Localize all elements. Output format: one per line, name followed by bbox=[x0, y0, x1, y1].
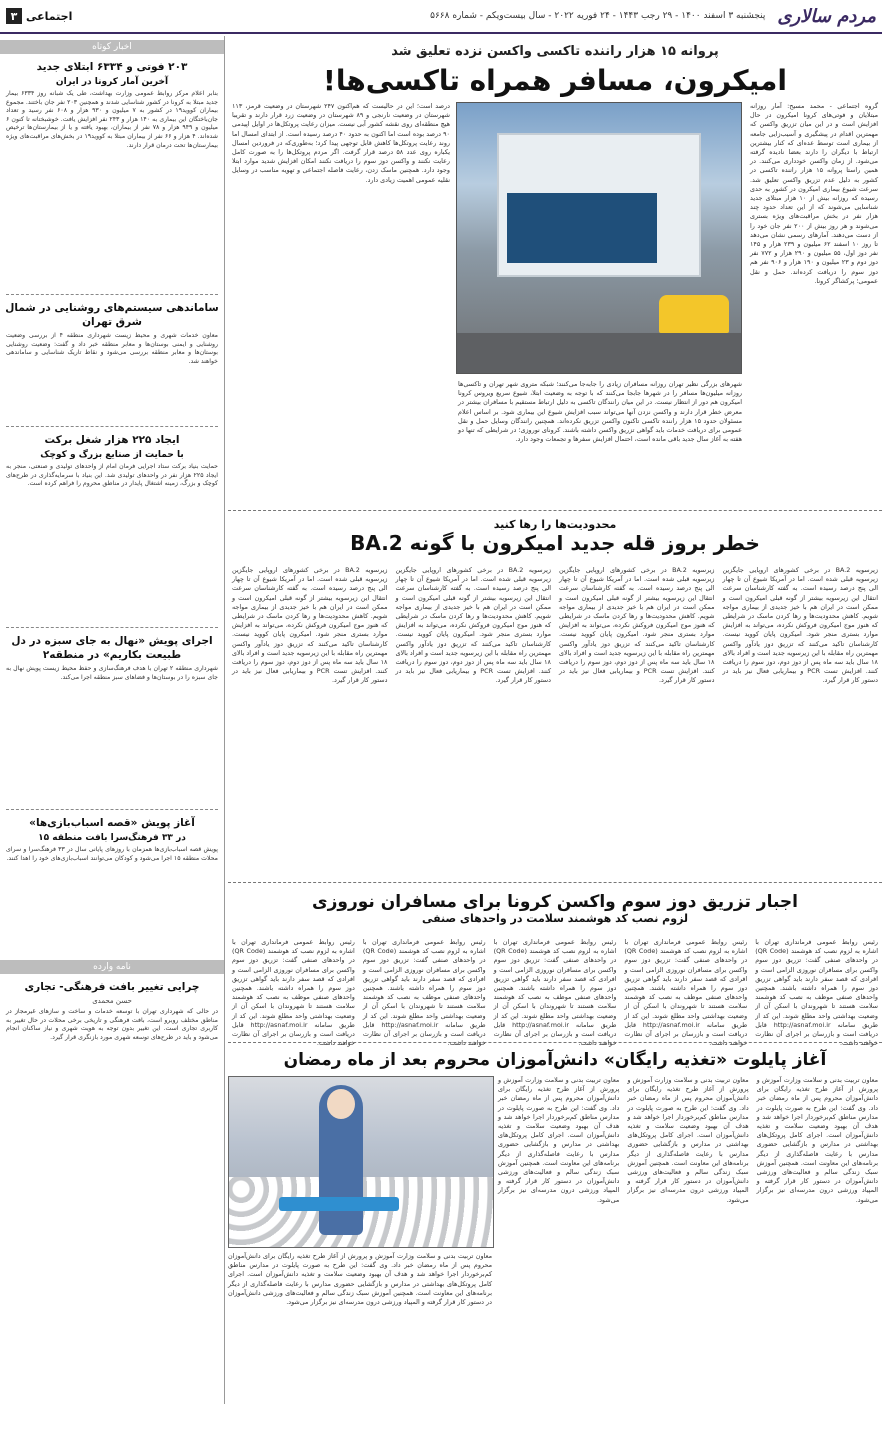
story4-photo bbox=[228, 1076, 494, 1248]
story2-col-1: زیرسویه BA.2 در برخی کشورهای اروپایی جایگزین زیرسویه قبلی شده است. اما در آمریکا شیوع آن تا چهار الی پنج درصد رسیده است. به گفته کارشناسان سرعت انتقال این زیرسویه بیشتر از گونه قبلی امیکرون است و ممکن است در ایران هم با خیز جدیدی از بیماری مواجه شویم. کاهش محدودیت‌ها و رها کردن ماسک در شرایطی که هنوز موج امیکرون فروکش نکرده، می‌تواند به افزایش موارد بستری منجر شود. امیکرون پایان کووید نیست. کارشناسان تاکید می‌کنند که تزریق دوز یادآور واکسن مهمترین راه مقابله با این زیرسویه جدید است و افراد بالای ۱۸ سال باید سه ماه پس از دوز دوم، دوز سوم را دریافت کنند. افزایش تست PCR و بیماریابی فعال نیز باید در دستور کار قرار گیرد. bbox=[722, 566, 878, 685]
story2-headline: خطر بروز قله جدید امیکرون با گونه BA.2 bbox=[350, 531, 760, 555]
story2-header bbox=[228, 518, 882, 555]
left-item-4-title: اجرای پویش «نهال به جای سبزه در دل طبیعت بکاریم» در منطقه۲ bbox=[11, 635, 213, 661]
lead-photo bbox=[456, 102, 742, 374]
left-item-2-text: معاون خدمات شهری و محیط زیست شهرداری منطقه ۴ از بررسی وضعیت روشنایی و ایمنی بوستان‌ها و معابر منطقه خبر داد و گفت: وضعیت روشنایی بوستان‌ها و معابر منطقه بررسی می‌شود و نقاط تاریک شناسایی و ساماندهی خواهند شد. bbox=[6, 332, 218, 365]
left-item-1-title: ۲۰۳ فوتی و ۶۳۳۴ ابتلای جدید bbox=[36, 61, 188, 73]
lead-col-2: شهرهای بزرگی نظیر تهران روزانه مسافران زیادی را جابه‌جا می‌کنند؛ شبکه متروی شهر تهران و تاکسی‌ها روزانه میلیون‌ها مسافر را در شهرها جابجا می‌کنند که با توجه به وضعیت ابتلا، شیوع سریع ویروس کرونا امیکرون هم دور از انتظار نیست. در این میان رانندگان تاکسی به دلیل ارتباط مستقیم با مسافران بیشتر در معرض خطر قرار دارند و واکسن نزدن آنها می‌تواند سبب افزایش شیوع این بیماری شود. بر اساس اعلام مسئولان حدود ۱۵ هزار راننده تاکسی تاکنون واکسن تزریق نکرده‌اند. همچنین رانندگان وسایل حمل و نقل عمومی برای دریافت خدمات باید گواهی تزریق واکسن داشته باشند. کرونای نوروزی؛ در شرایطی که تنها دو هفته به آغاز سال جدید باقی مانده است، احتمال افزایش سفرها و تجمعات وجود دارد. bbox=[458, 380, 742, 444]
story3-body bbox=[232, 938, 878, 1048]
left-item-3-title: ایجاد ۲۲۵ هزار شغل برکت bbox=[44, 434, 180, 446]
photo-road bbox=[457, 333, 741, 373]
left-item-4-text: شهرداری منطقه ۲ تهران با هدف فرهنگ‌سازی و حفظ محیط زیست پویش نهال به جای سبزه را در بوستان‌ها و فضاهای سبز منطقه اجرا می‌کند. bbox=[6, 665, 218, 681]
story2-body bbox=[232, 566, 878, 876]
opinion-title: چرایی تغییر بافت فرهنگی- تجاری bbox=[24, 981, 200, 993]
page-number: ۳ bbox=[6, 8, 22, 24]
lead-col-3: درصد است؛ این در حالیست که هم‌اکنون ۲۴۷ شهرستان در وضعیت قرمز، ۱۱۳ شهرستان در وضعیت نارنجی و ۸۹ شهرستان در وضعیت زرد قرار دارند و تقریبا هیچ منطقه‌ای روی نقشه کشور آبی نیست. میزان رعایت پروتکل‌ها در اوایل اپیدمی ۹۰ درصد بوده است اما اکنون به حدود ۴۰ درصد رسیده است. از ابتدای امسال اما روند رعایت پروتکل‌ها کاهش قابل توجهی پیدا کرد؛ به‌طوری‌که در فروردین امسال یکباره روی عدد ۵۸ درصد قرار گرفت. اگر مردم پروتکل‌ها را به صورت کامل رعایت نکنند و واکسن دوز سوم را دریافت نکنند امکان افزایش شدید موارد ابتلا وجود دارد. همچنین ماسک زدن، رعایت فاصله اجتماعی و تهویه مناسب در وسایل نقلیه عمومی اهمیت زیادی دارد. bbox=[232, 102, 451, 184]
story3-col-3: رئیس روابط عمومی فرمانداری تهران با اشاره به لزوم نصب کد هوشمند (QR Code) در واحدهای صنفی گفت: تزریق دوز سوم واکسن برای مسافران نوروزی الزامی است و افرادی که قصد سفر دارند باید گواهی تزریق دوز سوم را همراه داشته باشند. همچنین واحدهای صنفی موظف به نصب کد هوشمند سلامت هستند تا شهروندان با اسکن آن از وضعیت بهداشتی واحد مطلع شوند. این کد از طریق سامانه http://asnaf.moi.ir قابل دریافت است و بازرسان بر اجرای آن نظارت خواهند داشت. bbox=[493, 938, 617, 1048]
left-divider bbox=[6, 627, 218, 628]
left-item-5-text: پویش قصه اسباب‌بازی‌ها همزمان با روزهای پایانی سال در ۳۳ فرهنگ‌سرا و سرای محلات منطقه ۱۵ اجرا می‌شود و کودکان می‌توانند اسباب‌بازی‌های خود را اهدا کنند. bbox=[6, 846, 218, 862]
story2-kicker: محدودیت‌ها را رها کنید bbox=[493, 518, 617, 531]
letter-band: نامه وارده bbox=[0, 960, 224, 974]
main-column bbox=[228, 36, 882, 1404]
left-item-2-title: ساماندهی سیستم‌های روشنایی در شمال شرق تهران bbox=[5, 302, 219, 328]
photo-taxi bbox=[659, 295, 729, 333]
divider-1 bbox=[228, 510, 882, 511]
left-divider bbox=[6, 426, 218, 427]
short-news-band: اخبار کوتاه bbox=[0, 40, 224, 54]
left-divider bbox=[6, 809, 218, 810]
left-item-1-text: بنابر اعلام مرکز روابط عمومی وزارت بهداشت، طی یک شبانه روز ۶۳۳۴ بیمار جدید مبتلا به کرونا در کشور شناسایی شدند و همچنین ۲۰۳ نفر جان باختند. مجموع بیماران کووید۱۹ در کشور به ۷ میلیون و ۹۳۰ هزار و ۶۰۸ نفر رسید و تعداد جان‌باختگان این بیماری به ۱۴۰ هزار و ۲۴۳ نفر افزایش یافت. خوشبختانه تا کنون ۶ میلیون و ۹۴۹ هزار و ۷۸ نفر از بیماران، بهبود یافته و یا از بیمارستان‌ها ترخیص شده‌اند. ۴ هزار و ۶۶ نفر از بیماران مبتلا به کووید۱۹ در بخش‌های مراقبت‌های ویژه بیمارستان‌ها تحت درمان قرار دارند. bbox=[6, 90, 218, 149]
lead-kicker: پروانه ۱۵ هزار راننده تاکسی واکسن نزده تعلیق شد bbox=[391, 44, 719, 59]
story4-col-1: معاون تربیت بدنی و سلامت وزارت آموزش و پرورش از آغاز طرح تغذیه رایگان برای دانش‌آموزان محروم پس از ماه رمضان خبر داد. وی گفت: این طرح به صورت پایلوت در مدارس مناطق کم‌برخوردار اجرا خواهد شد و هدف آن بهبود وضعیت سلامت و تغذیه دانش‌آموزان است. اجرای کامل پروتکل‌های بهداشتی در مدارس و بازگشایی حضوری مدارس با رعایت فاصله‌گذاری از دیگر برنامه‌های این معاونت است. همچنین آموزش سبک زندگی سالم و فعالیت‌های ورزشی دانش‌آموزان در دستور کار قرار گرفته و المپیاد ورزشی درون مدرسه‌ای نیز برگزار می‌شود. bbox=[756, 1076, 878, 1204]
sidebar-column bbox=[0, 36, 225, 1404]
story4-col-2: معاون تربیت بدنی و سلامت وزارت آموزش و پرورش از آغاز طرح تغذیه رایگان برای دانش‌آموزان محروم پس از ماه رمضان خبر داد. وی گفت: این طرح به صورت پایلوت در مدارس مناطق کم‌برخوردار اجرا خواهد شد و هدف آن بهبود وضعیت سلامت و تغذیه دانش‌آموزان است. اجرای کامل پروتکل‌های بهداشتی در مدارس و بازگشایی حضوری مدارس با رعایت فاصله‌گذاری از دیگر برنامه‌های این معاونت است. همچنین آموزش سبک زندگی سالم و فعالیت‌های ورزشی دانش‌آموزان در دستور کار قرار گرفته و المپیاد ورزشی درون مدرسه‌ای نیز برگزار می‌شود. bbox=[627, 1076, 749, 1204]
photo-girl bbox=[319, 1085, 363, 1235]
story2-col-4: زیرسویه BA.2 در برخی کشورهای اروپایی جایگزین زیرسویه قبلی شده است. اما در آمریکا شیوع آن تا چهار الی پنج درصد رسیده است. به گفته کارشناسان سرعت انتقال این زیرسویه بیشتر از گونه قبلی امیکرون است و ممکن است در ایران هم با خیز جدیدی از بیماری مواجه شویم. کاهش محدودیت‌ها و رها کردن ماسک در شرایطی که هنوز موج امیکرون فروکش نکرده، می‌تواند به افزایش موارد بستری منجر شود. امیکرون پایان کووید نیست. کارشناسان تاکید می‌کنند که تزریق دوز یادآور واکسن مهمترین راه مقابله با این زیرسویه جدید است و افراد بالای ۱۸ سال باید سه ماه پس از دوز دوم، دوز سوم را دریافت کنند. افزایش تست PCR و بیماریابی فعال نیز باید در دستور کار قرار گیرد. bbox=[232, 566, 388, 685]
left-item-5-title: آغاز پویش «قصه اسباب‌بازی‌ها» bbox=[29, 817, 195, 829]
story4-headline: آغاز پایلوت «تغذیه رایگان» دانش‌آموزان محروم بعد از ماه رمضان bbox=[283, 1050, 827, 1070]
story4-col-3: معاون تربیت بدنی و سلامت وزارت آموزش و پرورش از آغاز طرح تغذیه رایگان برای دانش‌آموزان محروم پس از ماه رمضان خبر داد. وی گفت: این طرح به صورت پایلوت در مدارس مناطق کم‌برخوردار اجرا خواهد شد و هدف آن بهبود وضعیت سلامت و تغذیه دانش‌آموزان است. اجرای کامل پروتکل‌های بهداشتی در مدارس و بازگشایی حضوری مدارس با رعایت فاصله‌گذاری از دیگر برنامه‌های این معاونت است. همچنین آموزش سبک زندگی سالم و فعالیت‌های ورزشی دانش‌آموزان در دستور کار قرار گرفته و المپیاد ورزشی درون مدرسه‌ای نیز برگزار می‌شود. bbox=[498, 1076, 620, 1204]
story3-col-5: رئیس روابط عمومی فرمانداری تهران با اشاره به لزوم نصب کد هوشمند (QR Code) در واحدهای صنفی گفت: تزریق دوز سوم واکسن برای مسافران نوروزی الزامی است و افرادی که قصد سفر دارند باید گواهی تزریق دوز سوم را همراه داشته باشند. همچنین واحدهای صنفی موظف به نصب کد هوشمند سلامت هستند تا شهروندان با اسکن آن از وضعیت بهداشتی واحد مطلع شوند. این کد از طریق سامانه http://asnaf.moi.ir قابل دریافت است و بازرسان بر اجرای آن نظارت خواهند داشت. bbox=[232, 938, 355, 1048]
section-tag bbox=[6, 8, 72, 24]
story2-col-2: زیرسویه BA.2 در برخی کشورهای اروپایی جایگزین زیرسویه قبلی شده است. اما در آمریکا شیوع آن تا چهار الی پنج درصد رسیده است. به گفته کارشناسان سرعت انتقال این زیرسویه بیشتر از گونه قبلی امیکرون است و ممکن است در ایران هم با خیز جدیدی از بیماری مواجه شویم. کاهش محدودیت‌ها و رها کردن ماسک در شرایطی که هنوز موج امیکرون فروکش نکرده، می‌تواند به افزایش موارد بستری منجر شود. امیکرون پایان کووید نیست. کارشناسان تاکید می‌کنند که تزریق دوز یادآور واکسن مهمترین راه مقابله با این زیرسویه جدید است و افراد بالای ۱۸ سال باید سه ماه پس از دوز دوم، دوز سوم را دریافت کنند. افزایش تست PCR و بیماریابی فعال نیز باید در دستور کار قرار گیرد. bbox=[559, 566, 715, 685]
story3-headline: اجبار تزریق دوز سوم واکسن کرونا برای مسافران نوروزی bbox=[312, 892, 798, 912]
opinion-text: در حالی که شهرداری تهران با توسعه خدمات و ساخت و سازهای غیرمجاز در مناطق مختلف روبرو است، بافت فرهنگی و تاریخی برخی محلات در حال تغییر به کاربری تجاری است. این تغییر بدون توجه به هویت شهری و نیاز ساکنان انجام می‌شود و باید در طرح‌های توسعه شهری مورد بازنگری قرار گیرد. bbox=[6, 1008, 218, 1041]
story4-header bbox=[228, 1050, 882, 1070]
story2-col-3: زیرسویه BA.2 در برخی کشورهای اروپایی جایگزین زیرسویه قبلی شده است. اما در آمریکا شیوع آن تا چهار الی پنج درصد رسیده است. به گفته کارشناسان سرعت انتقال این زیرسویه بیشتر از گونه قبلی امیکرون است و ممکن است در ایران هم با خیز جدیدی از بیماری مواجه شویم. کاهش محدودیت‌ها و رها کردن ماسک در شرایطی که هنوز موج امیکرون فروکش نکرده، می‌تواند به افزایش موارد بستری منجر شود. امیکرون پایان کووید نیست. کارشناسان تاکید می‌کنند که تزریق دوز یادآور واکسن مهمترین راه مقابله با این زیرسویه جدید است و افراد بالای ۱۸ سال باید سه ماه پس از دوز دوم، دوز سوم را دریافت کنند. افزایش تست PCR و بیماریابی فعال نیز باید در دستور کار قرار گیرد. bbox=[395, 566, 551, 685]
left-divider bbox=[6, 294, 218, 295]
opinion-author: حسن محمدی bbox=[92, 997, 132, 1005]
dateline: پنجشنبه ۳ اسفند ۱۴۰۰ - ۲۹ رجب ۱۴۴۳ - ۲۴ فوریه ۲۰۲۲ - سال بیست‌و‌یکم - شماره ۵۶۶۸ bbox=[430, 11, 766, 21]
story3-col-4: رئیس روابط عمومی فرمانداری تهران با اشاره به لزوم نصب کد هوشمند (QR Code) در واحدهای صنفی گفت: تزریق دوز سوم واکسن برای مسافران نوروزی الزامی است و افرادی که قصد سفر دارند باید گواهی تزریق دوز سوم را همراه داشته باشند. همچنین واحدهای صنفی موظف به نصب کد هوشمند سلامت هستند تا شهروندان با اسکن آن از وضعیت بهداشتی واحد مطلع شوند. این کد از طریق سامانه http://asnaf.moi.ir قابل دریافت است و بازرسان بر اجرای آن نظارت خواهند داشت. bbox=[362, 938, 486, 1048]
lead-col-1: گروه اجتماعی - محمد مسیح: آمار روزانه مبتلایان و فوتی‌های کرونا امیکرون در حال افزایش است و در این میان تزریق واکسن که مهمترین اقدام در پیشگیری و آسیب‌زایی جامعه از بیماری است توسط عده‌ای که کنار بیشترین ارتباط با دیگران را دارند بعضا نادیده گرفته می‌شود. از زمان واکسن خودداری می‌کنند. در همین راستا پروانه ۱۵ هزار راننده تاکسی در کشور به دلیل عدم تزریق واکسن تعلیق شد. سرعت شیوع بیماری امیکرون در کشور به حدی رسیده که روزانه بیش از ۱۰ هزار مبتلای جدید شناسایی می‌شوند که از این تعداد حدود چند هزار نفر در بخش مراقبت‌های ویژه بستری می‌شوند و هر روز بیش از ۲۰۰ نفر جان خود را از دست می‌دهند. آمارهای رسمی نشان می‌دهد تا روز ۱۰ اسفند ۶۲ میلیون و ۲۳۹ هزار و ۱۴۵ نفر دوز اول، ۵۵ میلیون و ۲۹۰ هزار و ۷۷۲ نفر دوز دوم و ۲۳ میلیون و ۱۹۰ هزار و ۹۰۶ نفر هم دوز سوم را دریافت کرده‌اند. حمل و نقل عمومی؛ پرکشاگر کرونا. bbox=[750, 102, 879, 285]
photo-banner bbox=[507, 193, 657, 263]
newspaper-logo: مردم سالاری bbox=[777, 5, 876, 27]
lead-headline: امیکرون، مسافر همراه تاکسی‌ها! bbox=[323, 64, 787, 97]
page-header bbox=[0, 0, 882, 34]
divider-2 bbox=[228, 882, 882, 883]
divider-3 bbox=[228, 1042, 882, 1043]
story4-col-under-photo: معاون تربیت بدنی و سلامت وزارت آموزش و پرورش از آغاز طرح تغذیه رایگان برای دانش‌آموزان محروم پس از ماه رمضان خبر داد. وی گفت: این طرح به صورت پایلوت در مدارس مناطق کم‌برخوردار اجرا خواهد شد و هدف آن بهبود وضعیت سلامت و تغذیه دانش‌آموزان است. اجرای کامل پروتکل‌های بهداشتی در مدارس و بازگشایی حضوری مدارس با رعایت فاصله‌گذاری از دیگر برنامه‌های این معاونت است. همچنین آموزش سبک زندگی سالم و فعالیت‌های ورزشی دانش‌آموزان در دستور کار قرار گرفته و المپیاد ورزشی درون مدرسه‌ای نیز برگزار می‌شود. bbox=[228, 1252, 492, 1307]
left-item-5-sub: در ۳۳ فرهنگ‌سرا بافت منطقه ۱۵ bbox=[38, 833, 186, 843]
left-item-3-sub: با حمایت از صنایع بزرگ و کوچک bbox=[40, 450, 184, 460]
story3-col-2: رئیس روابط عمومی فرمانداری تهران با اشاره به لزوم نصب کد هوشمند (QR Code) در واحدهای صنفی گفت: تزریق دوز سوم واکسن برای مسافران نوروزی الزامی است و افرادی که قصد سفر دارند باید گواهی تزریق دوز سوم را همراه داشته باشند. همچنین واحدهای صنفی موظف به نصب کد هوشمند سلامت هستند تا شهروندان با اسکن آن از وضعیت بهداشتی واحد مطلع شوند. این کد از طریق سامانه http://asnaf.moi.ir قابل دریافت است و بازرسان بر اجرای آن نظارت خواهند داشت. bbox=[624, 938, 748, 1048]
story3-header bbox=[228, 892, 882, 925]
photo-tray bbox=[279, 1197, 399, 1211]
left-item-1-sub: آخرین آمار کرونا در ایران bbox=[55, 77, 169, 87]
story4-body bbox=[498, 1076, 878, 1436]
story3-subtitle: لزوم نصب کد هوشمند سلامت در واحدهای صنفی bbox=[421, 912, 689, 925]
section-name: اجتماعی bbox=[26, 9, 73, 23]
left-item-3-text: حمایت بنیاد برکت ستاد اجرایی فرمان امام از واحدهای تولیدی و صنعتی، منجر به ایجاد ۲۲۵ هزار نفر در واحدهای تولیدی شد. این بنیاد با سرمایه‌گذاری در طرح‌های کوچک و بزرگ، زمینه اشتغال پایدار در مناطق محروم را فراهم کرده است. bbox=[6, 463, 218, 488]
story3-col-1: رئیس روابط عمومی فرمانداری تهران با اشاره به لزوم نصب کد هوشمند (QR Code) در واحدهای صنفی گفت: تزریق دوز سوم واکسن برای مسافران نوروزی الزامی است و افرادی که قصد سفر دارند باید گواهی تزریق دوز سوم را همراه داشته باشند. همچنین واحدهای صنفی موظف به نصب کد هوشمند سلامت هستند تا شهروندان با اسکن آن از وضعیت بهداشتی واحد مطلع شوند. این کد از طریق سامانه http://asnaf.moi.ir قابل دریافت است و بازرسان بر اجرای آن نظارت خواهند داشت. bbox=[755, 938, 878, 1048]
lead-story bbox=[228, 36, 882, 506]
